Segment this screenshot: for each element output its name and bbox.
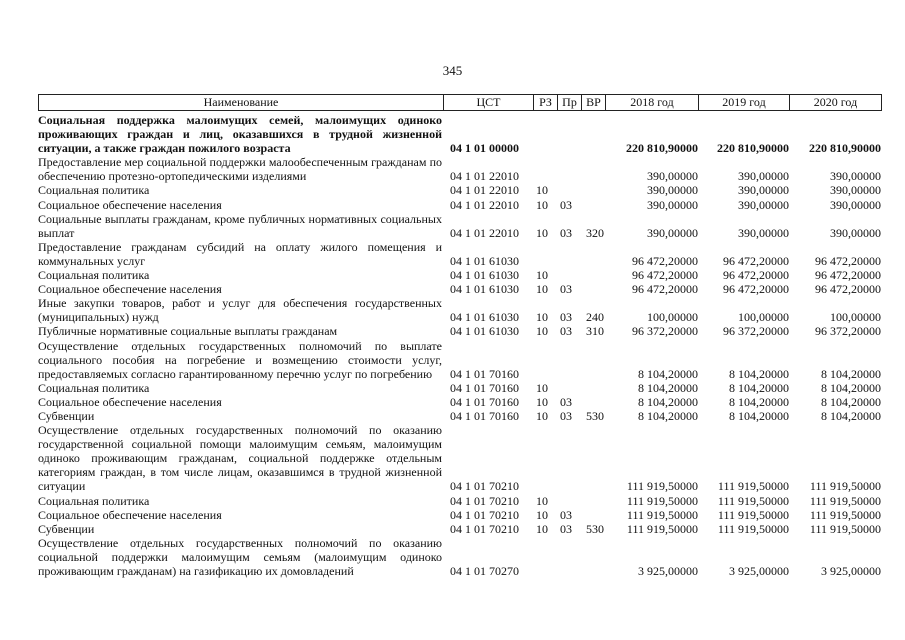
value-2019: 3 925,00000 xyxy=(729,564,789,578)
table-row xyxy=(38,395,882,409)
header-2018: 2018 год xyxy=(605,95,698,110)
table-row xyxy=(38,508,882,522)
value-2018: 96 472,20000 xyxy=(632,268,698,283)
value-2020: 8 104,20000 xyxy=(821,380,881,395)
value-2018: 96 472,20000 xyxy=(632,253,698,268)
row-name: Публичные нормативные социальные выплаты гражданам xyxy=(38,324,338,339)
cst-cell: 04 1 01 70160 xyxy=(450,366,519,381)
value-2019: 8 104,20000 xyxy=(729,394,789,409)
row-name: Социальное обеспечение населения xyxy=(38,507,222,522)
row-name: Социальная политика xyxy=(38,380,150,395)
row-name: Осуществление отдельных государственных полномочий по оказанию государственной социальной помощи малоимущим семьям, малоимущим одиноко проживающим гражданам, социальной поддержке отдельным категориям граждан, в том числе лицам, оказавшимся в трудной жизненной ситуации xyxy=(38,423,442,494)
row-name: Социальная поддержка малоимущих семей, малоимущих одиноко проживающих граждан и лиц, оказавшихся в трудной жизненной ситуации, а также граждан пожилого возраста xyxy=(38,113,442,156)
value-2018: 111 919,50000 xyxy=(626,479,698,494)
table-row xyxy=(38,423,882,493)
header-2019: 2019 год xyxy=(698,95,789,110)
cst-cell: 04 1 01 22010 xyxy=(450,225,519,240)
header-name: Наименование xyxy=(203,95,279,109)
pr-cell: 03 xyxy=(560,408,572,423)
cst-cell: 04 1 01 70210 xyxy=(450,507,519,522)
header-vr: ВР xyxy=(581,95,605,110)
header-2020: 2020 год xyxy=(789,95,881,110)
header-rz: РЗ xyxy=(533,95,557,110)
value-2020: 390,00000 xyxy=(830,225,881,240)
row-name: Социальное обеспечение населения xyxy=(38,197,222,212)
value-2020: 100,00000 xyxy=(830,310,881,325)
row-name: Социальные выплаты гражданам, кроме публичных нормативных социальных выплат xyxy=(38,211,442,240)
rz-cell: 10 xyxy=(536,507,548,522)
row-name: Социальная политика xyxy=(38,183,150,198)
value-2020: 8 104,20000 xyxy=(821,408,881,423)
row-name: Субвенции xyxy=(38,408,95,423)
row-name: Социальное обеспечение населения xyxy=(38,282,222,297)
cst-cell: 04 1 01 70210 xyxy=(450,493,519,508)
value-2020: 111 919,50000 xyxy=(809,507,881,522)
rz-cell: 10 xyxy=(536,324,548,339)
table-row xyxy=(38,240,882,268)
table-row xyxy=(38,113,882,155)
table-row xyxy=(38,282,882,296)
cst-cell: 04 1 01 00000 xyxy=(450,141,519,156)
rz-cell: 10 xyxy=(536,380,548,395)
cst-cell: 04 1 01 70270 xyxy=(450,564,519,578)
row-name: Осуществление отдельных государственных полномочий по оказанию социальной поддержки малоимущим семьям (малоимущим одиноко проживающим гражданам) на газификацию их домовладений xyxy=(38,535,442,578)
row-name: Социальная политика xyxy=(38,493,150,508)
row-name: Субвенции xyxy=(38,521,95,536)
value-2018: 390,00000 xyxy=(647,197,698,212)
value-2019: 111 919,50000 xyxy=(717,507,789,522)
value-2019: 8 104,20000 xyxy=(729,380,789,395)
table-row xyxy=(38,296,882,324)
table-header xyxy=(38,94,882,111)
value-2020: 111 919,50000 xyxy=(809,493,881,508)
pr-cell: 03 xyxy=(560,521,572,536)
header-pr: Пр xyxy=(557,95,581,110)
rz-cell: 10 xyxy=(536,268,548,283)
value-2019: 390,00000 xyxy=(738,183,789,198)
value-2020: 111 919,50000 xyxy=(809,479,881,494)
pr-cell: 03 xyxy=(560,310,572,325)
table-row xyxy=(38,522,882,536)
cst-cell: 04 1 01 22010 xyxy=(450,169,519,184)
value-2020: 390,00000 xyxy=(830,183,881,198)
cst-cell: 04 1 01 22010 xyxy=(450,183,519,198)
rz-cell: 10 xyxy=(536,197,548,212)
value-2020: 390,00000 xyxy=(830,169,881,184)
row-name: Социальное обеспечение населения xyxy=(38,394,222,409)
rz-cell: 10 xyxy=(536,493,548,508)
rz-cell: 10 xyxy=(536,183,548,198)
cst-cell: 04 1 01 61030 xyxy=(450,324,519,339)
pr-cell: 03 xyxy=(560,225,572,240)
value-2018: 8 104,20000 xyxy=(638,380,698,395)
table-row xyxy=(38,198,882,212)
value-2018: 111 919,50000 xyxy=(626,507,698,522)
row-name: Осуществление отдельных государственных полномочий по выплате социального пособия на погребение и возмещению стоимости услуг, предоставляемых согласно гарантированному перечню услуг по погребению xyxy=(38,338,442,381)
cst-cell: 04 1 01 70210 xyxy=(450,521,519,536)
table-row xyxy=(38,494,882,508)
value-2019: 8 104,20000 xyxy=(729,408,789,423)
pr-cell: 03 xyxy=(560,282,572,297)
row-name: Предоставление гражданам субсидий на оплату жилого помещения и коммунальных услуг xyxy=(38,239,442,268)
cst-cell: 04 1 01 70160 xyxy=(450,380,519,395)
pr-cell: 03 xyxy=(560,197,572,212)
value-2019: 96 372,20000 xyxy=(723,324,789,339)
vr-cell: 320 xyxy=(586,225,604,240)
pr-cell: 03 xyxy=(560,394,572,409)
rz-cell: 10 xyxy=(536,225,548,240)
value-2018: 220 810,90000 xyxy=(626,141,698,156)
value-2019: 96 472,20000 xyxy=(723,282,789,297)
cst-cell: 04 1 01 61030 xyxy=(450,253,519,268)
pr-cell: 03 xyxy=(560,324,572,339)
value-2019: 390,00000 xyxy=(738,225,789,240)
value-2019: 111 919,50000 xyxy=(717,479,789,494)
value-2020: 96 472,20000 xyxy=(815,268,881,283)
rz-cell: 10 xyxy=(536,408,548,423)
table-row xyxy=(38,381,882,395)
table-row xyxy=(38,183,882,197)
value-2019: 100,00000 xyxy=(738,310,789,325)
value-2020: 111 919,50000 xyxy=(809,521,881,536)
value-2018: 96 372,20000 xyxy=(632,324,698,339)
cst-cell: 04 1 01 61030 xyxy=(450,310,519,325)
cst-cell: 04 1 01 70160 xyxy=(450,394,519,409)
vr-cell: 310 xyxy=(586,324,604,339)
value-2019: 220 810,90000 xyxy=(717,141,789,156)
pr-cell: 03 xyxy=(560,507,572,522)
cst-cell: 04 1 01 22010 xyxy=(450,197,519,212)
value-2018: 111 919,50000 xyxy=(626,493,698,508)
rz-cell: 10 xyxy=(536,521,548,536)
value-2020: 96 472,20000 xyxy=(815,253,881,268)
value-2019: 96 472,20000 xyxy=(723,268,789,283)
rz-cell: 10 xyxy=(536,282,548,297)
value-2020: 96 372,20000 xyxy=(815,324,881,339)
value-2020: 8 104,20000 xyxy=(821,366,881,381)
cst-cell: 04 1 01 61030 xyxy=(450,282,519,297)
table-row xyxy=(38,155,882,183)
table-row xyxy=(38,409,882,423)
row-name: Иные закупки товаров, работ и услуг для обеспечения государственных (муниципальных) нужд xyxy=(38,296,442,325)
value-2018: 8 104,20000 xyxy=(638,366,698,381)
table-row xyxy=(38,268,882,282)
row-name: Социальная политика xyxy=(38,268,150,283)
value-2019: 8 104,20000 xyxy=(729,366,789,381)
value-2020: 3 925,00000 xyxy=(821,564,881,578)
value-2018: 3 925,00000 xyxy=(638,564,698,578)
header-cst: ЦСТ xyxy=(443,95,533,110)
value-2020: 8 104,20000 xyxy=(821,394,881,409)
row-name: Предоставление мер социальной поддержки малообеспеченным гражданам по обеспечению протезно-ортопедическими изделиями xyxy=(38,155,442,184)
cst-cell: 04 1 01 70210 xyxy=(450,479,519,494)
value-2018: 390,00000 xyxy=(647,183,698,198)
table-body xyxy=(38,113,882,578)
value-2019: 96 472,20000 xyxy=(723,253,789,268)
value-2018: 96 472,20000 xyxy=(632,282,698,297)
value-2019: 390,00000 xyxy=(738,197,789,212)
vr-cell: 530 xyxy=(586,521,604,536)
cst-cell: 04 1 01 70160 xyxy=(450,408,519,423)
rz-cell: 10 xyxy=(536,394,548,409)
value-2018: 100,00000 xyxy=(647,310,698,325)
vr-cell: 530 xyxy=(586,408,604,423)
page-number: 345 xyxy=(442,63,463,78)
value-2018: 390,00000 xyxy=(647,169,698,184)
value-2019: 390,00000 xyxy=(738,169,789,184)
table-row xyxy=(38,339,882,381)
table-row xyxy=(38,536,882,578)
value-2018: 111 919,50000 xyxy=(626,521,698,536)
value-2020: 96 472,20000 xyxy=(815,282,881,297)
value-2018: 8 104,20000 xyxy=(638,394,698,409)
table-row xyxy=(38,212,882,240)
cst-cell: 04 1 01 61030 xyxy=(450,268,519,283)
rz-cell: 10 xyxy=(536,310,548,325)
value-2018: 8 104,20000 xyxy=(638,408,698,423)
value-2019: 111 919,50000 xyxy=(717,493,789,508)
value-2020: 220 810,90000 xyxy=(809,141,881,156)
value-2020: 390,00000 xyxy=(830,197,881,212)
vr-cell: 240 xyxy=(586,310,604,325)
table-row xyxy=(38,324,882,338)
value-2019: 111 919,50000 xyxy=(717,521,789,536)
value-2018: 390,00000 xyxy=(647,225,698,240)
